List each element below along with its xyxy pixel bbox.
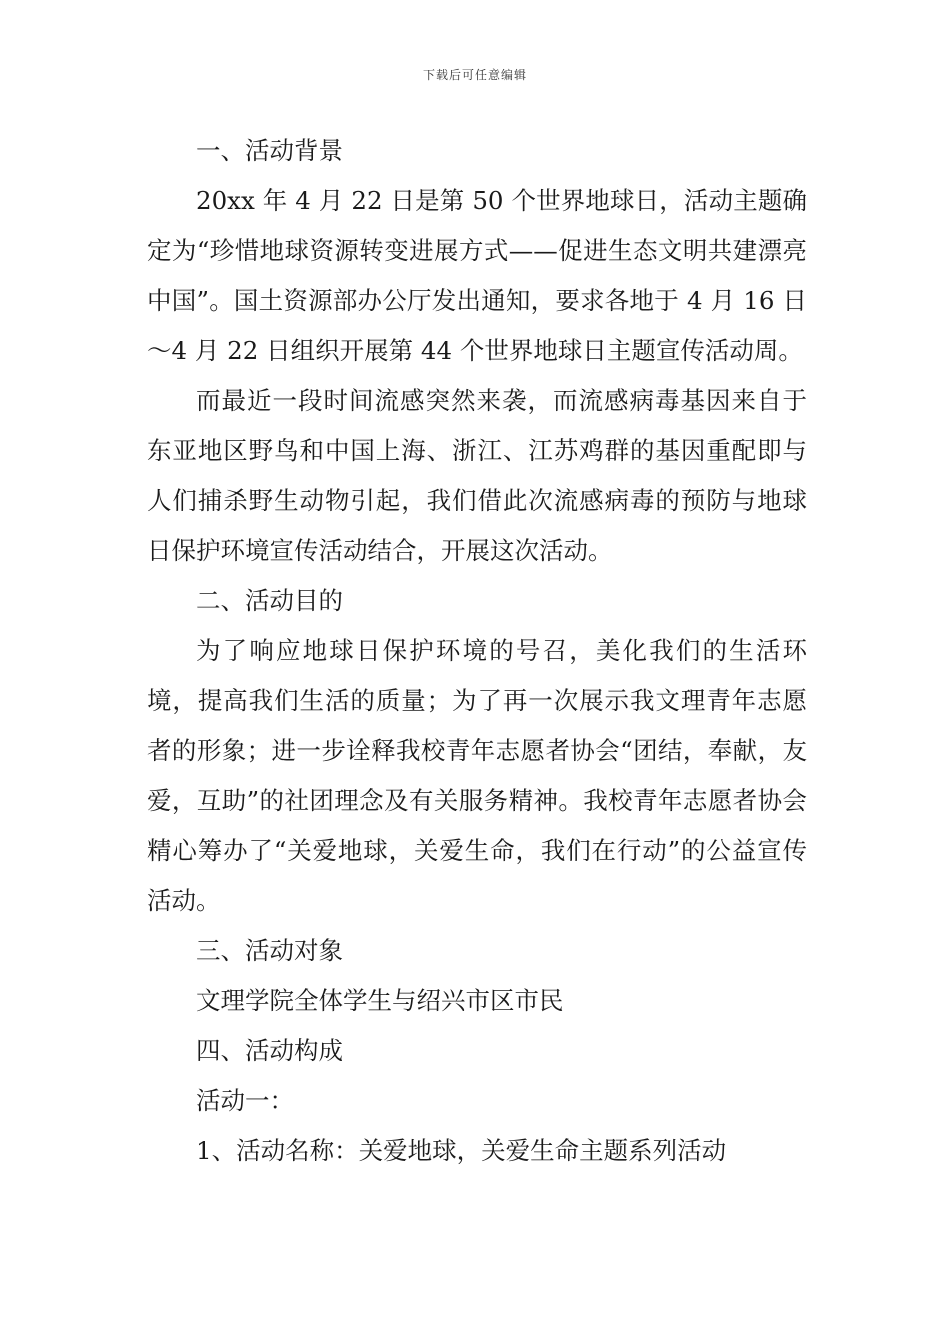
paragraph-flu-background: 而最近一段时间流感突然来袭，而流感病毒基因来自于东亚地区野鸟和中国上海、浙江、江苏鸡群的基因重配即与人们捕杀野生动物引起，我们借此次流感病毒的预防与地球日保护环境宣传活动结合，开展这次活动。 [147,386,807,565]
activity-name-item: 1、活动名称：关爱地球，关爱生命主题系列活动 [196,1136,727,1165]
paragraph-audience: 文理学院全体学生与绍兴市区市民 [196,986,564,1015]
section-heading-background: 一、活动背景 [196,136,343,165]
section-heading-purpose: 二、活动目的 [196,586,343,615]
document-body [147,126,807,1176]
section-heading-audience: 三、活动对象 [196,936,343,965]
section-heading-composition: 四、活动构成 [196,1036,343,1065]
paragraph-earth-day-theme: 20xx 年 4 月 22 日是第 50 个世界地球日，活动主题确定为“珍惜地球资源转变进展方式——促进生态文明共建漂亮中国”。国土资源部办公厅发出通知，要求各地于 4 月 16 日～4 月 22 日组织开展第 44 个世界地球日主题宣传活动周。 [147,186,807,365]
page-header: 下载后可任意编辑 [422,68,527,82]
paragraph-purpose: 为了响应地球日保护环境的号召，美化我们的生活环境，提高我们生活的质量；为了再一次展示我文理青年志愿者的形象；进一步诠释我校青年志愿者协会“团结，奉献，友爱，互助”的社团理念及有关服务精神。我校青年志愿者协会精心筹办了“关爱地球，关爱生命，我们在行动”的公益宣传活动。 [147,636,807,915]
activity-one-label: 活动一： [196,1086,294,1115]
